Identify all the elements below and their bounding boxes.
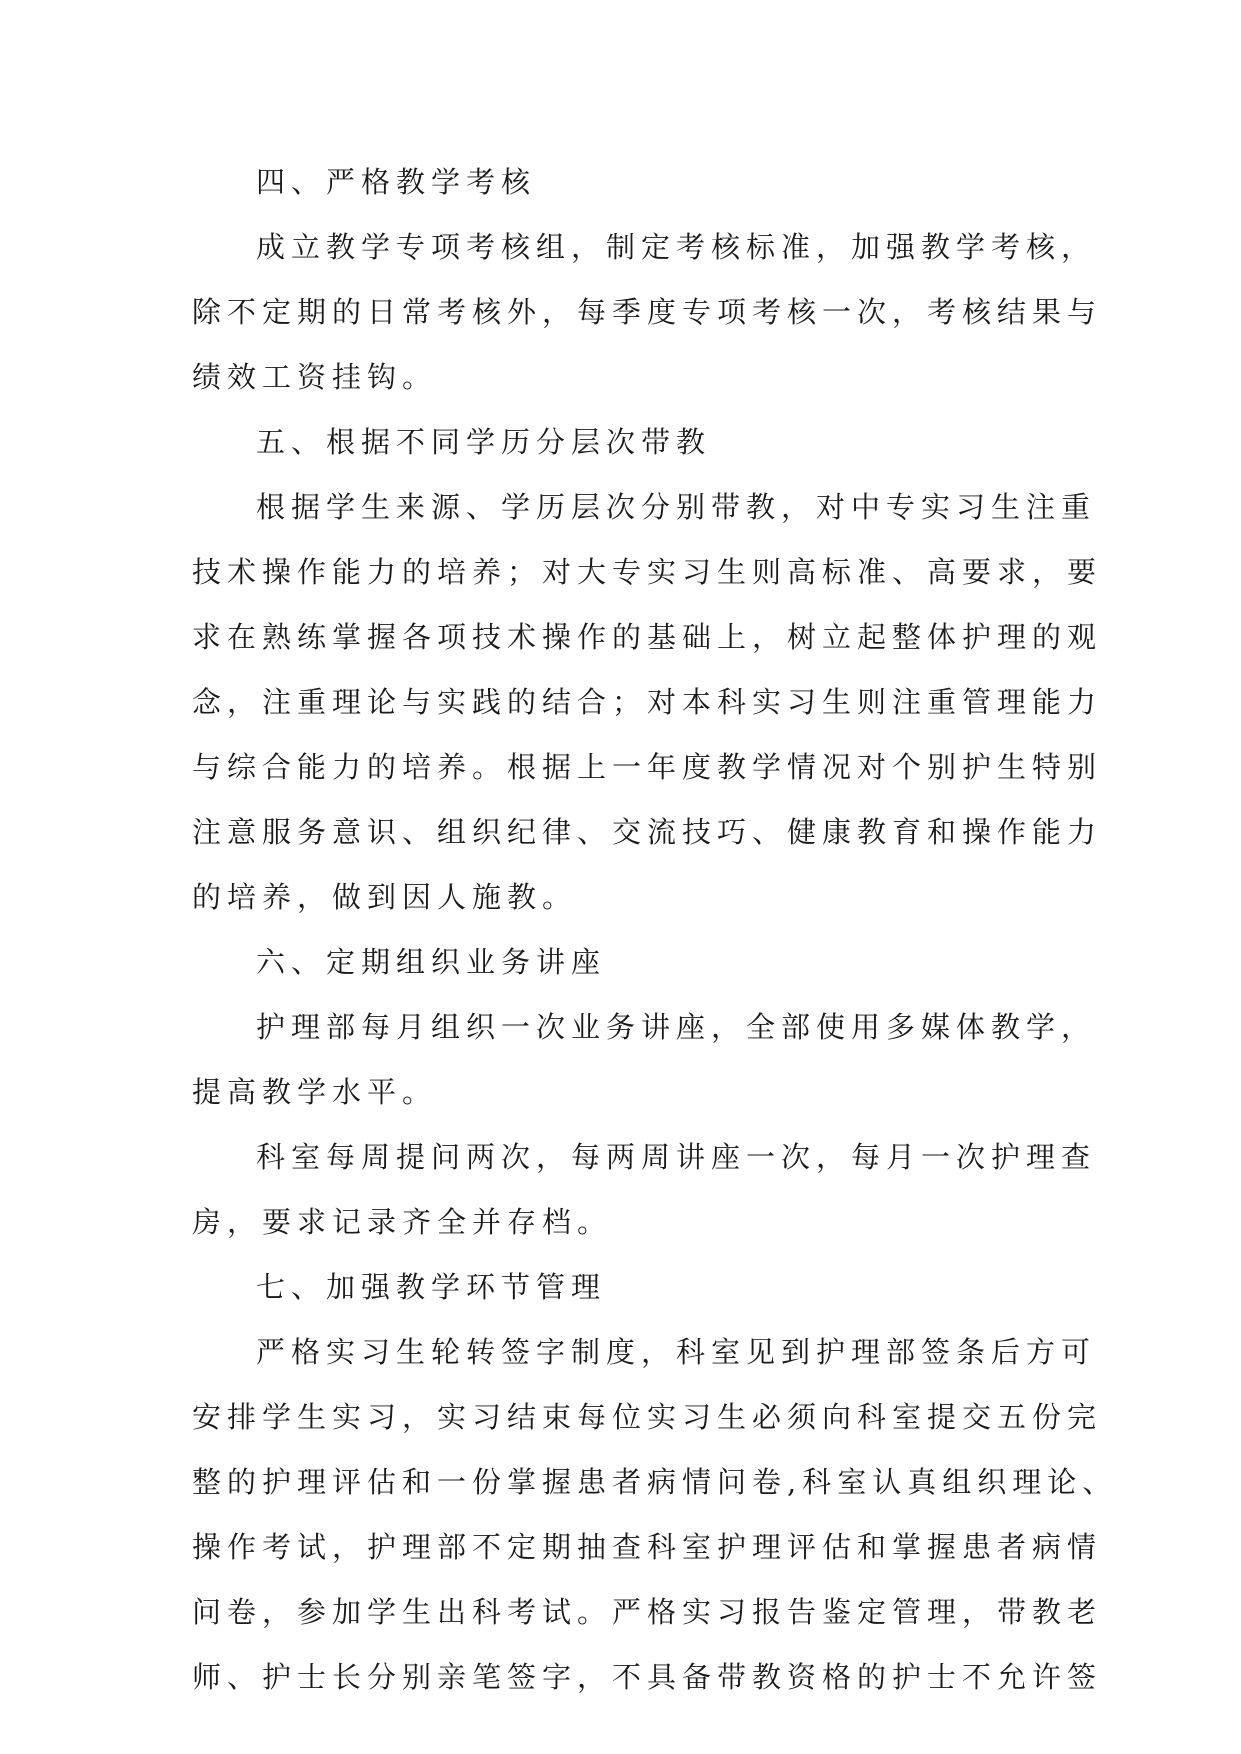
section-heading-5: 五、根据不同学历分层次带教 [256, 425, 712, 459]
paragraph-line: 房，要求记录齐全并存档。 [192, 1205, 613, 1239]
paragraph-line: 与综合能力的培养。根据上一年度教学情况对个别护生特别 [192, 750, 1103, 784]
paragraph-line: 护理部每月组织一次业务讲座，全部使用多媒体教学， [256, 1010, 1097, 1044]
paragraph-line: 严格实习生轮转签字制度，科室见到护理部签条后方可 [256, 1335, 1097, 1369]
paragraph-line: 绩效工资挂钩。 [192, 360, 438, 394]
paragraph-line: 除不定期的日常考核外，每季度专项考核一次，考核结果与 [192, 295, 1103, 329]
section-heading-4: 四、严格教学考核 [256, 165, 537, 199]
paragraph-line: 念，注重理论与实践的结合；对本科实习生则注重管理能力 [192, 685, 1103, 719]
paragraph-line: 提高教学水平。 [192, 1075, 438, 1109]
paragraph-line: 技术操作能力的培养；对大专实习生则高标准、高要求，要 [192, 555, 1103, 589]
paragraph-line: 注意服务意识、组织纪律、交流技巧、健康教育和操作能力 [192, 815, 1103, 849]
paragraph-line: 整的护理评估和一份掌握患者病情问卷,科室认真组织理论、 [192, 1465, 1118, 1499]
section-heading-7: 七、加强教学环节管理 [256, 1270, 607, 1304]
paragraph-line: 成立教学专项考核组，制定考核标准，加强教学考核， [256, 230, 1097, 264]
section-heading-6: 六、定期组织业务讲座 [256, 945, 607, 979]
paragraph-line: 求在熟练掌握各项技术操作的基础上，树立起整体护理的观 [192, 620, 1103, 654]
paragraph-line: 科室每周提问两次，每两周讲座一次，每月一次护理查 [256, 1140, 1097, 1174]
document-body [192, 150, 1118, 1710]
paragraph-line: 操作考试，护理部不定期抽查科室护理评估和掌握患者病情 [192, 1530, 1103, 1564]
paragraph-line: 的培养，做到因人施教。 [192, 880, 578, 914]
paragraph-line: 根据学生来源、学历层次分别带教，对中专实习生注重 [256, 490, 1097, 524]
paragraph-line: 安排学生实习，实习结束每位实习生必须向科室提交五份完 [192, 1400, 1103, 1434]
paragraph-line: 问卷，参加学生出科考试。严格实习报告鉴定管理，带教老 [192, 1595, 1103, 1629]
paragraph-line: 师、护士长分别亲笔签字，不具备带教资格的护士不允许签 [192, 1660, 1103, 1694]
